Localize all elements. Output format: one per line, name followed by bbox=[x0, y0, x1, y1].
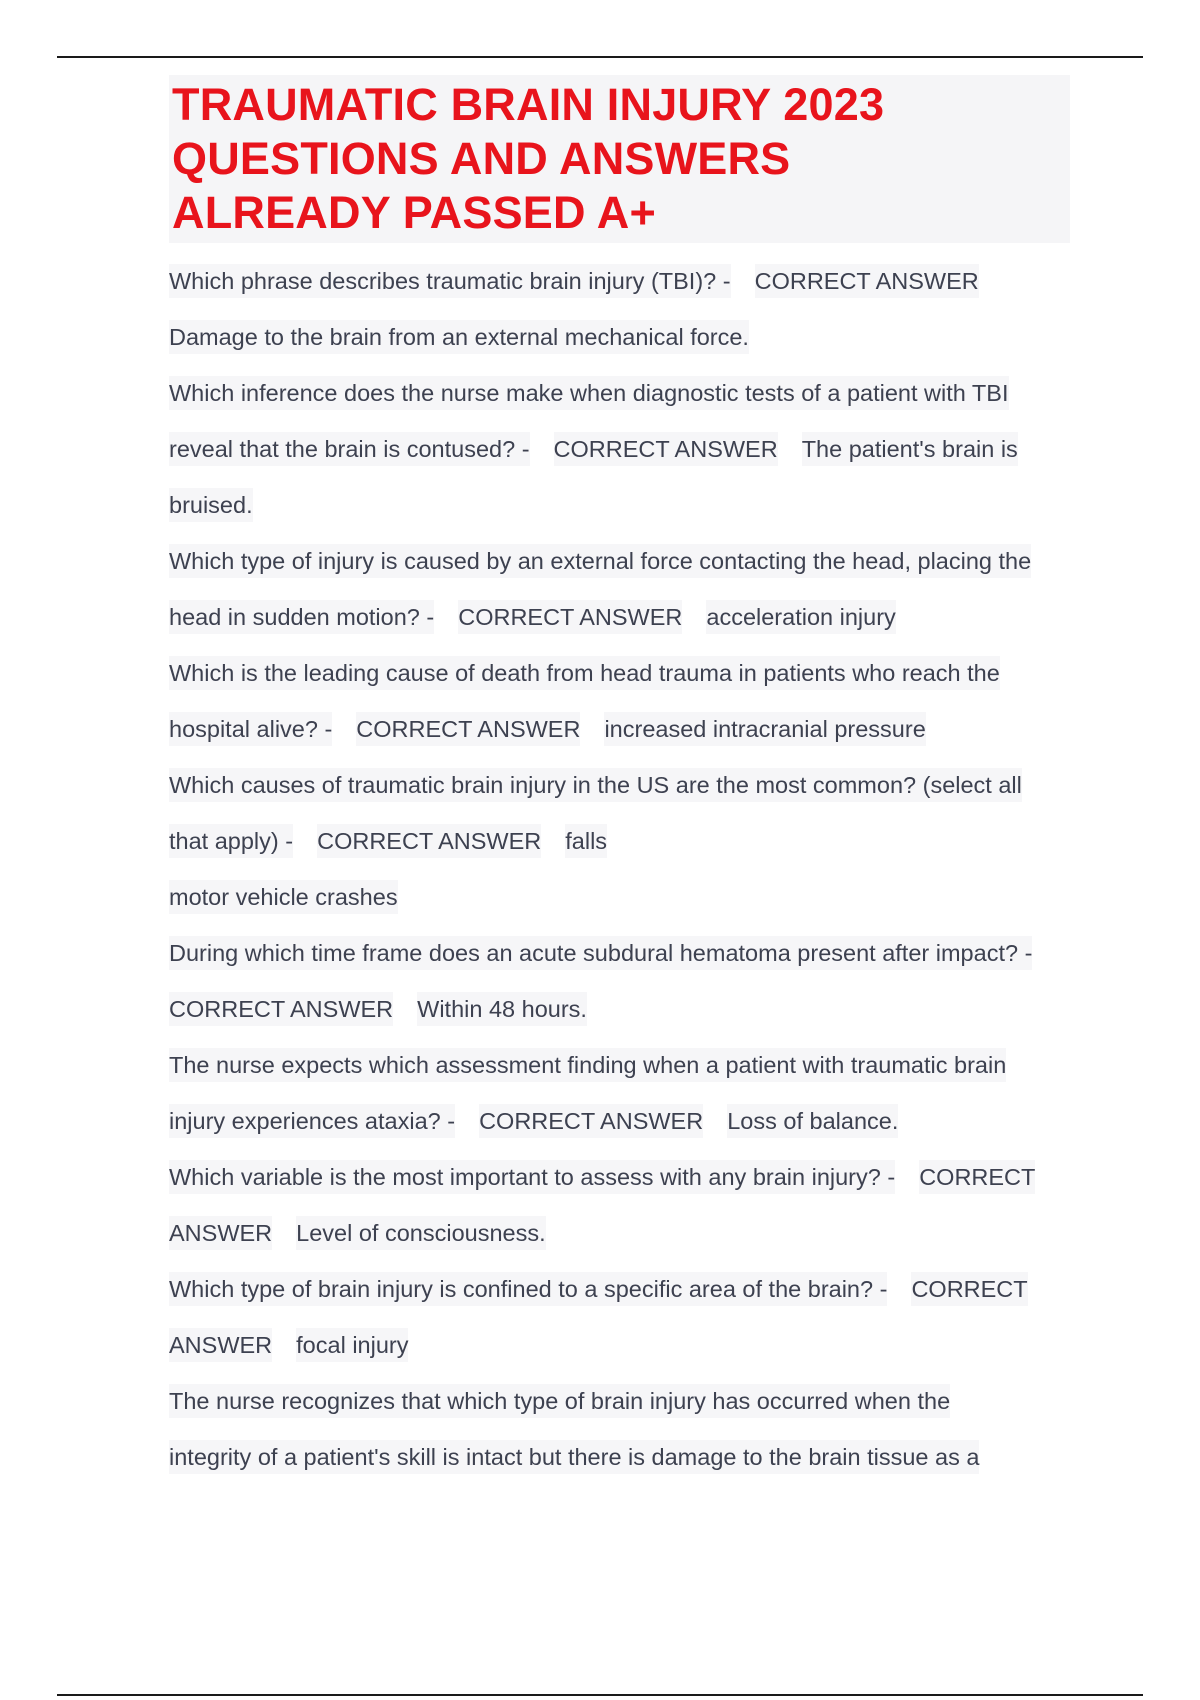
text-segment: The nurse expects which assessment finding when a patient with traumatic brain bbox=[169, 1048, 1006, 1082]
text-line bbox=[169, 1261, 1069, 1317]
text-segment: Damage to the brain from an external mechanical force. bbox=[169, 320, 749, 354]
text-segment: integrity of a patient's skill is intact but there is damage to the brain tissue as a bbox=[169, 1440, 979, 1474]
text-segment: motor vehicle crashes bbox=[169, 880, 398, 914]
text-line bbox=[169, 309, 1069, 365]
qa-item bbox=[169, 1373, 1069, 1485]
text-line bbox=[169, 1205, 1069, 1261]
text-line bbox=[169, 1037, 1069, 1093]
text-segment: The nurse recognizes that which type of brain injury has occurred when the bbox=[169, 1384, 950, 1418]
text-segment: Which type of injury is caused by an external force contacting the head, placing the bbox=[169, 544, 1031, 578]
text-segment: Which phrase describes traumatic brain injury (TBI)? - bbox=[169, 264, 731, 298]
text-segment: ANSWER bbox=[169, 1328, 272, 1362]
text-line bbox=[169, 981, 1069, 1037]
text-segment: hospital alive? - bbox=[169, 712, 332, 746]
text-segment: CORRECT ANSWER bbox=[356, 712, 580, 746]
qa-item bbox=[169, 253, 1069, 365]
text-segment: increased intracranial pressure bbox=[604, 712, 925, 746]
text-line bbox=[169, 1149, 1069, 1205]
text-segment: CORRECT bbox=[919, 1160, 1035, 1194]
text-line bbox=[169, 421, 1069, 477]
text-line bbox=[169, 701, 1069, 757]
text-line bbox=[169, 757, 1069, 813]
title-line: QUESTIONS AND ANSWERS bbox=[172, 133, 791, 184]
qa-item bbox=[169, 757, 1069, 925]
text-segment: CORRECT bbox=[911, 1272, 1027, 1306]
text-segment: Loss of balance. bbox=[727, 1104, 898, 1138]
qa-item bbox=[169, 365, 1069, 533]
document-title bbox=[169, 75, 1070, 243]
text-line bbox=[169, 1317, 1069, 1373]
text-segment: Level of consciousness. bbox=[296, 1216, 546, 1250]
text-segment: that apply) - bbox=[169, 824, 293, 858]
qa-item bbox=[169, 645, 1069, 757]
text-line bbox=[169, 1429, 1069, 1485]
text-line bbox=[169, 365, 1069, 421]
text-segment: Which variable is the most important to assess with any brain injury? - bbox=[169, 1160, 895, 1194]
text-line bbox=[169, 533, 1069, 589]
text-segment: CORRECT ANSWER bbox=[479, 1104, 703, 1138]
title-line: TRAUMATIC BRAIN INJURY 2023 bbox=[172, 79, 885, 130]
text-segment: Which is the leading cause of death from head trauma in patients who reach the bbox=[169, 656, 1000, 690]
text-segment: CORRECT ANSWER bbox=[755, 264, 979, 298]
text-line bbox=[169, 645, 1069, 701]
text-segment: Which causes of traumatic brain injury in the US are the most common? (select all bbox=[169, 768, 1022, 802]
text-segment: The patient's brain is bbox=[802, 432, 1018, 466]
text-segment: ANSWER bbox=[169, 1216, 272, 1250]
text-line bbox=[169, 1093, 1069, 1149]
qa-item bbox=[169, 925, 1069, 1037]
qa-item bbox=[169, 533, 1069, 645]
document-page bbox=[169, 75, 1069, 1485]
qa-item bbox=[169, 1261, 1069, 1373]
text-segment: CORRECT ANSWER bbox=[317, 824, 541, 858]
text-segment: During which time frame does an acute subdural hematoma present after impact? - bbox=[169, 936, 1032, 970]
text-line bbox=[169, 925, 1069, 981]
text-segment: Which type of brain injury is confined to a specific area of the brain? - bbox=[169, 1272, 887, 1306]
text-segment: bruised. bbox=[169, 488, 253, 522]
qa-item bbox=[169, 1149, 1069, 1261]
text-line bbox=[169, 869, 1069, 925]
text-segment: focal injury bbox=[296, 1328, 408, 1362]
text-line bbox=[169, 589, 1069, 645]
text-segment: Within 48 hours. bbox=[417, 992, 587, 1026]
bottom-rule bbox=[57, 1694, 1143, 1696]
text-line bbox=[169, 1373, 1069, 1429]
text-segment: CORRECT ANSWER bbox=[169, 992, 393, 1026]
text-line bbox=[169, 253, 1069, 309]
text-segment: CORRECT ANSWER bbox=[554, 432, 778, 466]
top-rule bbox=[57, 56, 1143, 58]
text-segment: reveal that the brain is contused? - bbox=[169, 432, 530, 466]
text-segment: head in sudden motion? - bbox=[169, 600, 434, 634]
text-segment: falls bbox=[565, 824, 607, 858]
text-line bbox=[169, 813, 1069, 869]
text-segment: acceleration injury bbox=[706, 600, 895, 634]
text-line bbox=[169, 477, 1069, 533]
text-segment: CORRECT ANSWER bbox=[458, 600, 682, 634]
text-segment: Which inference does the nurse make when diagnostic tests of a patient with TBI bbox=[169, 376, 1009, 410]
qa-list bbox=[169, 253, 1069, 1485]
title-line: ALREADY PASSED A+ bbox=[172, 187, 656, 238]
text-segment: injury experiences ataxia? - bbox=[169, 1104, 455, 1138]
qa-item bbox=[169, 1037, 1069, 1149]
